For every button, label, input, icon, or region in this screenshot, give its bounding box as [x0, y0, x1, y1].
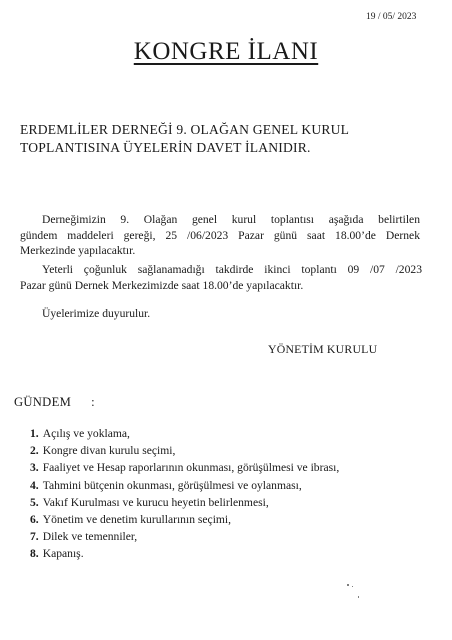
- agenda-item: [30, 511, 339, 528]
- agenda-item-text: Faaliyet ve Hesap raporlarının okunması, görüşülmesi ve ibrası,: [42, 461, 340, 475]
- agenda-item-text: Açılış ve yoklama,: [42, 427, 130, 440]
- paragraph-line: Pazar günü Dernek Merkezimizde saat 18.00’de yapılacaktır.: [20, 278, 304, 292]
- agenda-item: [30, 494, 339, 511]
- agenda-title: [14, 395, 95, 410]
- paragraph-line: Yeterli çoğunluk sağlanamadığı takdirde ikinci toplantı 09 /07 /2023: [42, 263, 422, 276]
- agenda-item-number: 7.: [30, 530, 39, 544]
- second-meeting-paragraph: [20, 262, 420, 293]
- document-date: 19 / 05/ 2023: [366, 12, 417, 22]
- agenda-item-number: 4.: [30, 478, 39, 492]
- scan-speck: [347, 584, 349, 586]
- agenda-item-text: Tahmini bütçenin okunması, görüşülmesi ve oylanması,: [42, 478, 302, 492]
- announcement-closing: Üyelerimize duyurulur.: [42, 307, 151, 320]
- heading-line: TOPLANTISINA ÜYELERİN DAVET İLANIDIR.: [20, 140, 311, 155]
- meeting-paragraph: [20, 212, 420, 259]
- announcement-heading: [20, 121, 349, 157]
- agenda-item: [30, 459, 339, 476]
- document-title: [0, 38, 452, 66]
- agenda-item-text: Vakıf Kurulması ve kurucu heyetin belirlenmesi,: [42, 495, 269, 509]
- agenda-title-colon: :: [91, 395, 95, 409]
- agenda-item-text: Kapanış.: [42, 547, 84, 561]
- paragraph-line: gündem maddeleri gereği, 25 /06/2023 Pazar günü saat 18.00’de Dernek: [20, 228, 420, 242]
- agenda-item-number: 2.: [30, 444, 39, 458]
- paragraph-line: Merkezinde yapılacaktır.: [20, 244, 136, 257]
- agenda-item-number: 6.: [30, 513, 39, 527]
- agenda-item-text: Kongre divan kurulu seçimi,: [42, 444, 176, 458]
- agenda-list: [30, 425, 339, 563]
- agenda-item: [30, 425, 339, 442]
- agenda-item: [30, 477, 339, 494]
- agenda-item-number: 3.: [30, 461, 39, 475]
- scan-speck: [352, 586, 353, 587]
- agenda-item-number: 8.: [30, 547, 39, 561]
- title-text: KONGRE İLANI: [133, 38, 319, 65]
- agenda-item: [30, 528, 339, 545]
- heading-line: ERDEMLİLER DERNEĞİ 9. OLAĞAN GENEL KURUL: [20, 122, 350, 137]
- agenda-title-text: GÜNDEM: [14, 395, 72, 409]
- agenda-item: [30, 442, 339, 459]
- agenda-item-number: 1.: [30, 427, 39, 440]
- agenda-item-number: 5.: [30, 495, 39, 509]
- agenda-item-text: Yönetim ve denetim kurullarının seçimi,: [42, 513, 232, 527]
- paragraph-line: Derneğimizin 9. Olağan genel kurul toplantısı aşağıda belirtilen: [42, 213, 420, 226]
- scan-speck: [358, 596, 359, 598]
- agenda-item-text: Dilek ve temenniler,: [42, 530, 138, 544]
- signature-board: YÖNETİM KURULU: [268, 342, 378, 356]
- agenda-item: [30, 545, 339, 562]
